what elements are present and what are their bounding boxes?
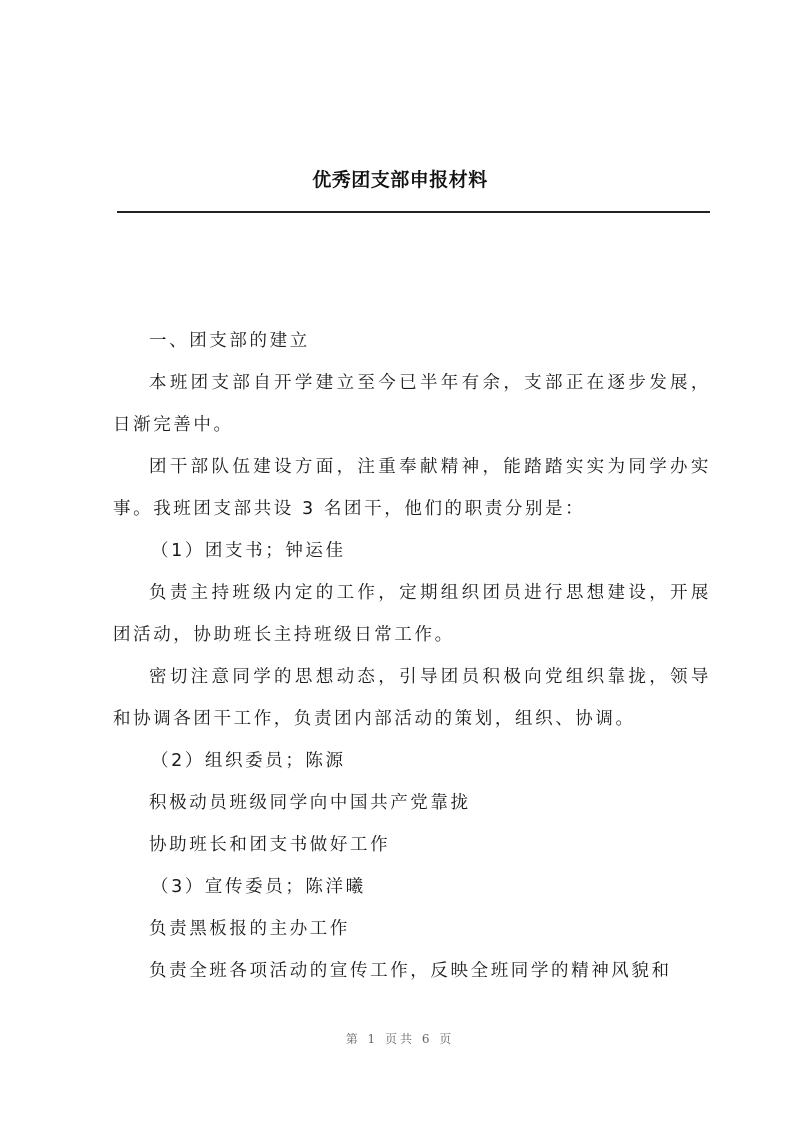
title-underline <box>117 211 710 213</box>
document-body <box>113 320 711 992</box>
page-number: 第 1 页共 6 页 <box>345 1032 455 1046</box>
role-item: （1）团支书；钟运佳 <box>151 541 346 561</box>
section-heading: 一、团支部的建立 <box>149 331 310 351</box>
role-item: （3）宣传委员；陈洋曦 <box>151 877 366 897</box>
paragraph: 团干部队伍建设方面，注重奉献精神，能踏踏实实为同学办实事。我班团支部共设 3 名团干，他们的职责分别是： <box>113 457 711 519</box>
paragraph: 积极动员班级同学向中国共产党靠拢 <box>149 793 471 813</box>
paragraph: 本班团支部自开学建立至今已半年有余，支部正在逐步发展，日渐完善中。 <box>113 373 711 435</box>
paragraph: 负责全班各项活动的宣传工作，反映全班同学的精神风貌和 <box>149 961 672 981</box>
paragraph: 负责黑板报的主办工作 <box>149 919 350 939</box>
paragraph: 协助班长和团支书做好工作 <box>149 835 391 855</box>
document-title: 优秀团支部申报材料 <box>312 169 488 191</box>
paragraph: 负责主持班级内定的工作，定期组织团员进行思想建设，开展团活动，协助班长主持班级日常工作。 <box>113 583 711 645</box>
role-item: （2）组织委员；陈源 <box>151 751 346 771</box>
paragraph: 密切注意同学的思想动态，引导团员积极向党组织靠拢，领导和协调各团干工作，负责团内部活动的策划，组织、协调。 <box>113 667 711 729</box>
